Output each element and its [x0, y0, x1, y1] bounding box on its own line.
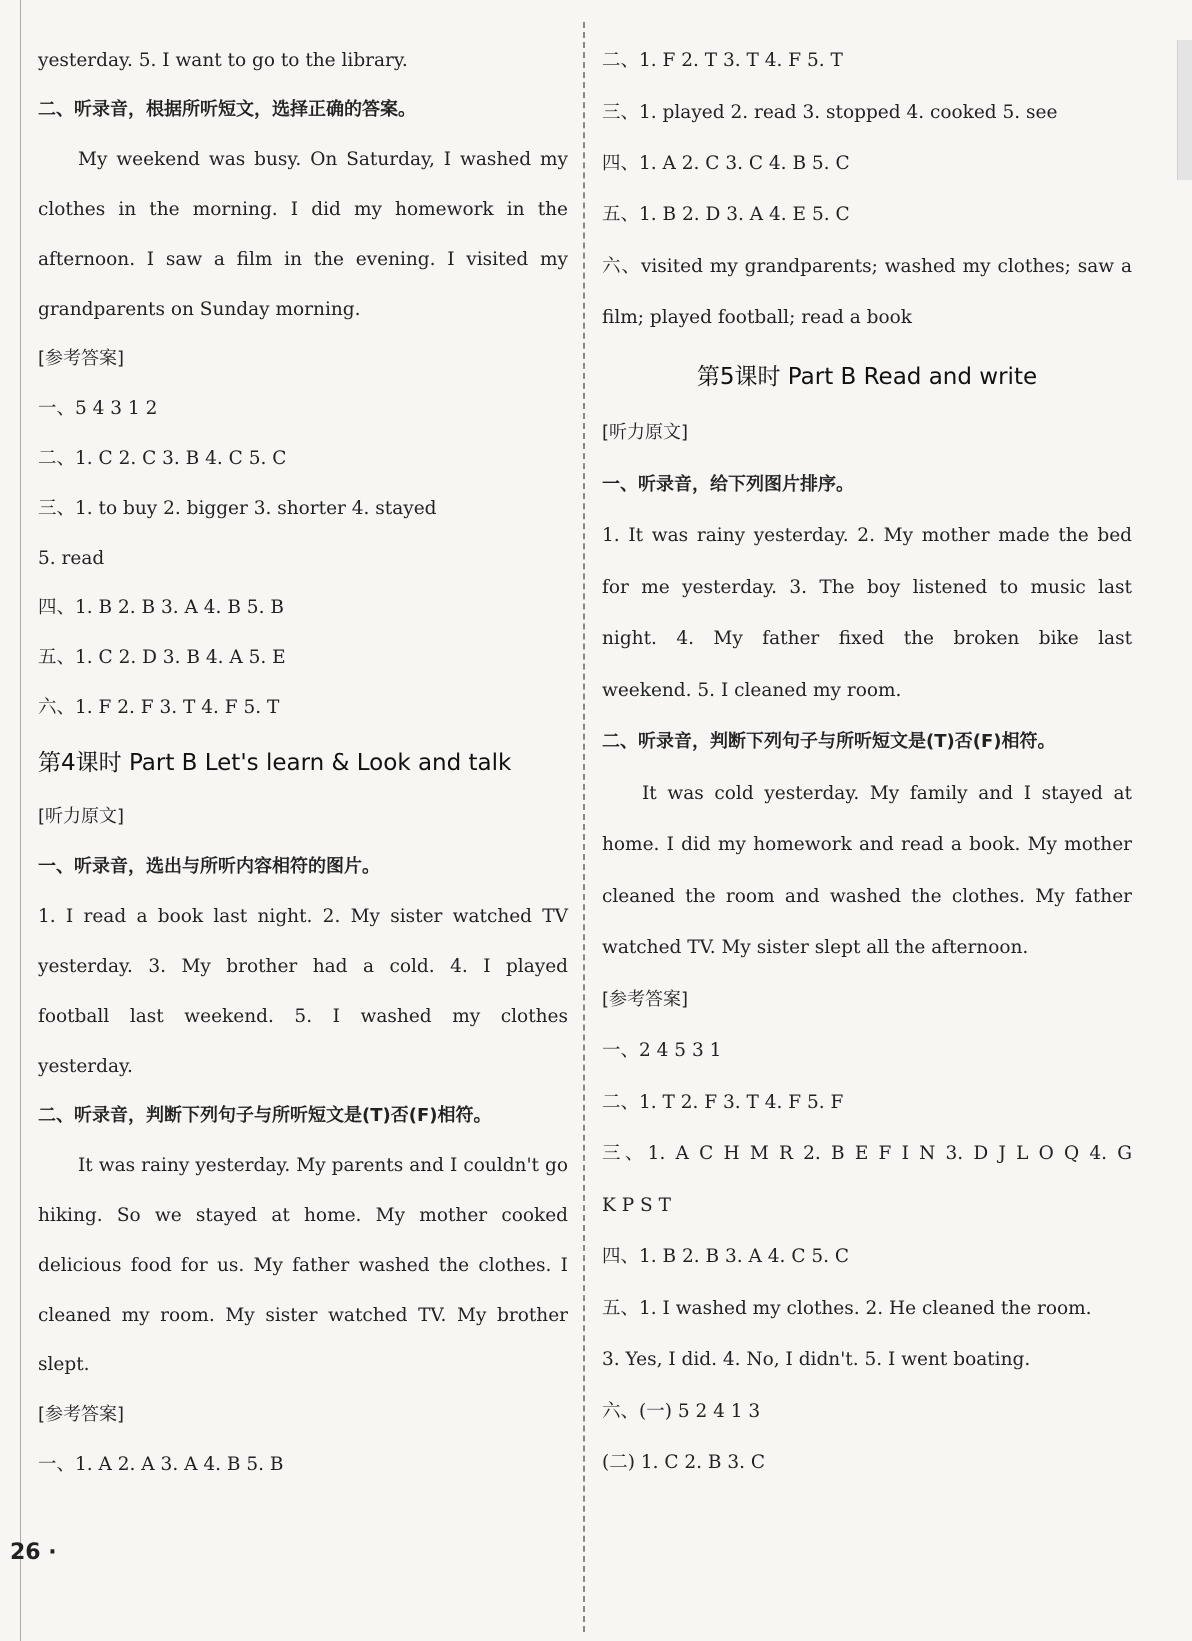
paragraph-line: slept.: [38, 1354, 90, 1375]
section-heading: 一、听录音，给下列图片排序。: [602, 474, 854, 495]
answers-label: [参考答案]: [602, 989, 689, 1010]
answer-line: 五、1. C 2. D 3. B 4. A 5. E: [38, 647, 286, 668]
answer-line: 六、visited my grandparents; washed my clothes; saw a: [602, 256, 1132, 277]
answer-line: 3. Yes, I did. 4. No, I didn't. 5. I went boating.: [602, 1349, 1031, 1370]
paragraph-line: yesterday. 3. My brother had a cold. 4. I played: [38, 956, 568, 977]
lesson-title: 第4课时 Part B Let's learn & Look and talk: [38, 750, 512, 776]
answer-line: 一、2 4 5 3 1: [602, 1040, 722, 1061]
answer-line: 四、1. A 2. C 3. C 4. B 5. C: [602, 153, 850, 174]
paragraph-line: for me yesterday. 3. The boy listened to music last: [602, 577, 1132, 598]
page-left-edge: [20, 0, 21, 1641]
answer-line: 四、1. B 2. B 3. A 4. C 5. C: [602, 1246, 850, 1267]
paragraph-line: home. I did my homework and read a book. My mother: [602, 834, 1132, 855]
paragraph-line: It was cold yesterday. My family and I stayed at: [642, 783, 1132, 804]
answer-line: 二、1. T 2. F 3. T 4. F 5. F: [602, 1092, 844, 1113]
answer-line: 三、1. to buy 2. bigger 3. shorter 4. stayed: [38, 498, 437, 519]
answer-line: 六、(一) 5 2 4 1 3: [602, 1401, 761, 1422]
answer-line: 五、1. B 2. D 3. A 4. E 5. C: [602, 204, 850, 225]
paragraph-line: football last weekend. 5. I washed my clothes: [38, 1006, 568, 1027]
answer-line: film; played football; read a book: [602, 307, 912, 328]
answer-line: 二、1. C 2. C 3. B 4. C 5. C: [38, 448, 287, 469]
section-heading: 二、听录音，判断下列句子与所听短文是(T)否(F)相符。: [602, 731, 1056, 752]
paragraph-line: cleaned my room. My sister watched TV. My brother: [38, 1305, 568, 1326]
answer-line: 五、1. I washed my clothes. 2. He cleaned the room.: [602, 1298, 1092, 1319]
answer-line: 二、1. F 2. T 3. T 4. F 5. T: [602, 50, 843, 71]
paragraph-line: cleaned the room and washed the clothes. My father: [602, 886, 1132, 907]
section-heading: 二、听录音，判断下列句子与所听短文是(T)否(F)相符。: [38, 1105, 492, 1126]
column-divider: [583, 22, 585, 1632]
paragraph-line: 1. It was rainy yesterday. 2. My mother made the bed: [602, 525, 1132, 546]
answer-line: 四、1. B 2. B 3. A 4. B 5. B: [38, 597, 284, 618]
answers-label: [参考答案]: [38, 348, 125, 369]
listening-text-label: [听力原文]: [38, 806, 125, 827]
answer-line: 一、1. A 2. A 3. A 4. B 5. B: [38, 1454, 284, 1475]
paragraph-line: night. 4. My father fixed the broken bike last: [602, 628, 1132, 649]
answer-line: (二) 1. C 2. B 3. C: [602, 1452, 766, 1473]
answer-line: 一、5 4 3 1 2: [38, 398, 158, 419]
section-heading: 一、听录音，选出与所听内容相符的图片。: [38, 856, 380, 877]
answers-label: [参考答案]: [38, 1404, 125, 1425]
paragraph-line: It was rainy yesterday. My parents and I couldn't go: [78, 1155, 568, 1176]
answer-line: 三、1. played 2. read 3. stopped 4. cooked 5. see: [602, 102, 1058, 123]
paragraph-line: afternoon. I saw a film in the evening. I visited my: [38, 249, 568, 270]
paragraph-line: 1. I read a book last night. 2. My sister watched TV: [38, 906, 568, 927]
paragraph-line: clothes in the morning. I did my homework in the: [38, 199, 568, 220]
listening-text-label: [听力原文]: [602, 422, 689, 443]
paragraph-line: grandparents on Sunday morning.: [38, 299, 361, 320]
paragraph-line: weekend. 5. I cleaned my room.: [602, 680, 902, 701]
answer-line: 5. read: [38, 548, 105, 569]
paragraph-line: My weekend was busy. On Saturday, I washed my: [78, 149, 568, 170]
paragraph-line: watched TV. My sister slept all the afternoon.: [602, 937, 1029, 958]
answer-line: 六、1. F 2. F 3. T 4. F 5. T: [38, 697, 280, 718]
answer-line: 三、1. A C H M R 2. B E F I N 3. D J L O Q 4. G: [602, 1143, 1132, 1164]
answer-line: K P S T: [602, 1195, 671, 1216]
page-edge-tab: [1177, 40, 1192, 180]
paragraph-line: hiking. So we stayed at home. My mother cooked: [38, 1205, 568, 1226]
text-line: yesterday. 5. I want to go to the library.: [38, 50, 408, 71]
section-heading: 二、听录音，根据所听短文，选择正确的答案。: [38, 99, 416, 120]
paragraph-line: yesterday.: [38, 1056, 133, 1077]
page-number: 26 ·: [10, 1540, 57, 1565]
lesson-title: 第5课时 Part B Read and write: [696, 364, 1038, 390]
paragraph-line: delicious food for us. My father washed the clothes. I: [38, 1255, 568, 1276]
